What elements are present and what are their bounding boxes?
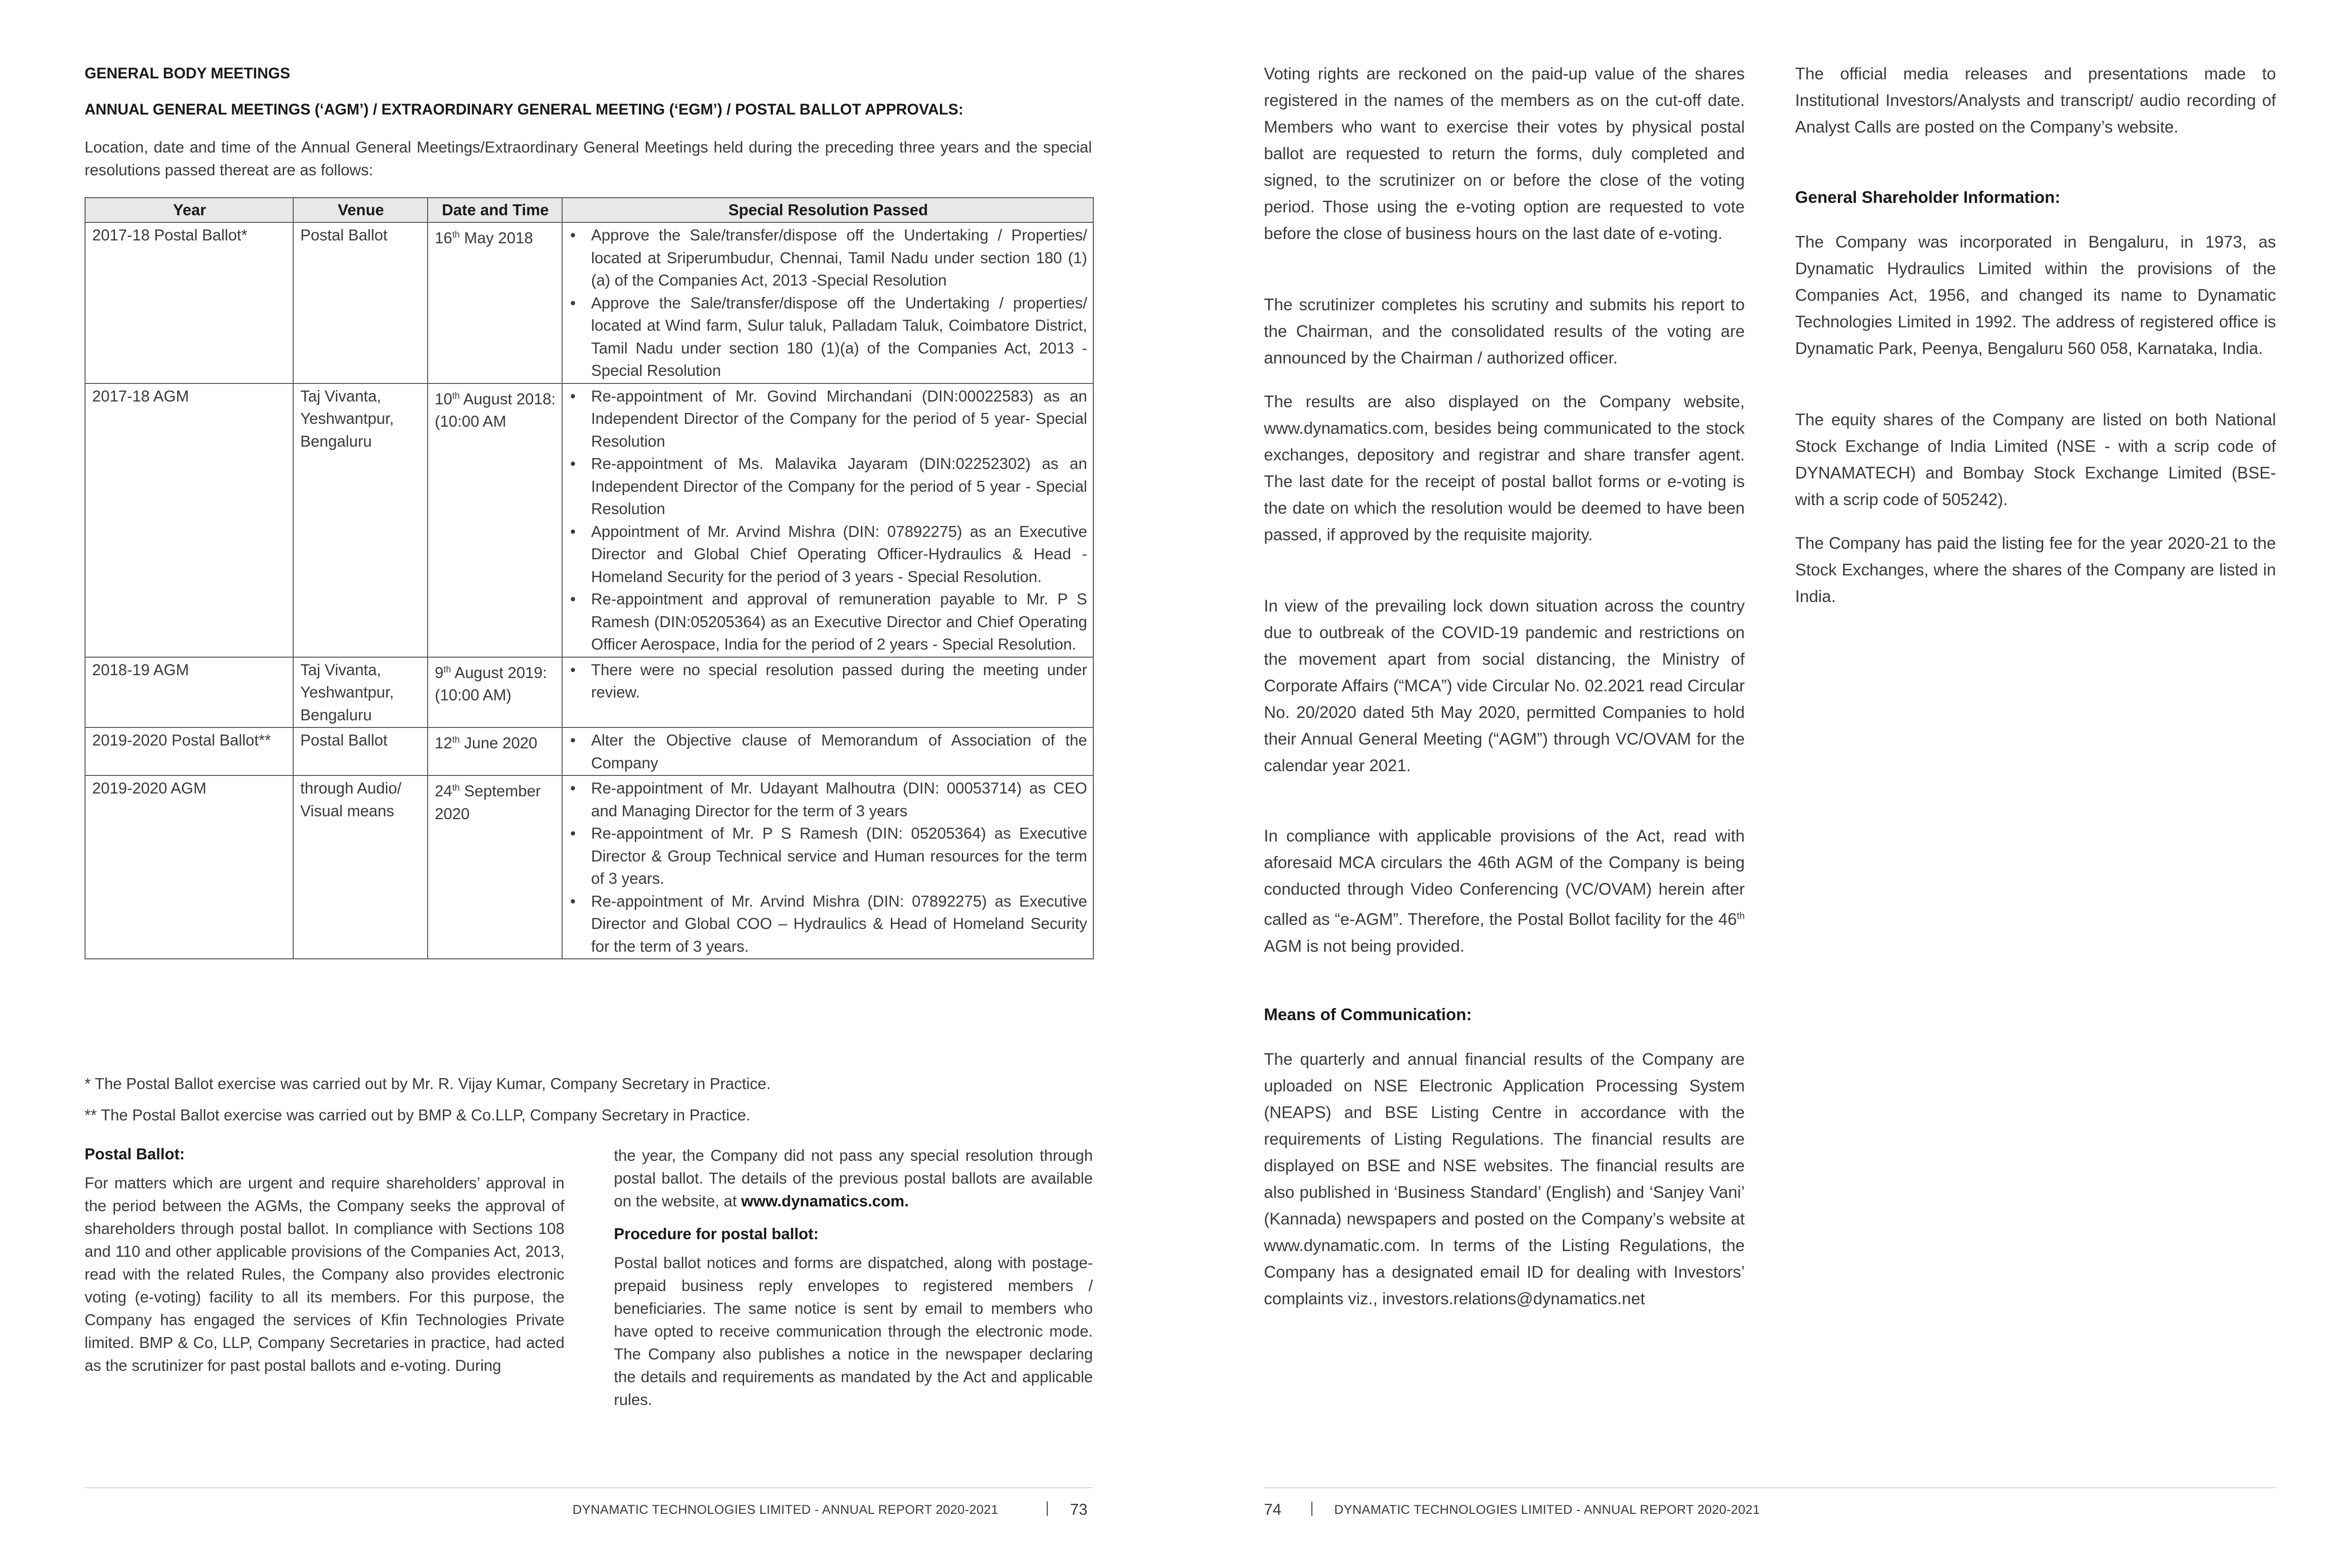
cell-resolutions — [562, 775, 1093, 959]
cell-year: 2017-18 Postal Ballot* — [85, 222, 293, 383]
cell-year: 2018-19 AGM — [85, 657, 293, 728]
date-day: 16 — [435, 229, 452, 247]
header-year: Year — [85, 198, 293, 222]
means-of-communication-heading: Means of Communication: — [1264, 1005, 1472, 1024]
footer-report-title: DYNAMATIC TECHNOLOGIES LIMITED - ANNUAL REPORT 2020-2021 — [573, 1502, 999, 1517]
date-day: 10 — [435, 390, 452, 408]
date-ordinal-suffix: th — [452, 783, 460, 793]
resolution-item: • Appointment of Mr. Arvind Mishra (DIN: 07892275) as an Executive Director and Global Chief Operating Officer-Hydraulics & Head - Homeland Security for the period of 3 years - Special Resolution. — [569, 520, 1087, 588]
date-rest: June 2020 — [459, 734, 537, 752]
voting-rights-paragraph: Voting rights are reckoned on the paid-up value of the shares registered in the names of the members as on the cut-off date. Members who want to exercise their votes by physical postal ballot are requested to return the forms, duly completed and signed, to the scrutinizer on or before the close of the voting period. Those using the e-voting option are requested to vote before the close of business hours on the last date of e-voting. — [1264, 65, 1745, 243]
cell-date-time — [428, 657, 562, 728]
date-rest: September 2020 — [435, 782, 541, 822]
resolution-list — [569, 385, 1087, 656]
results-paragraph: The results are also displayed on the Company website, www.dynamatics.com, besides being communicated to the stock exchanges, depository and registrar and share transfer agent. The last date for the receipt of postal ballot forms or e-voting is the date on which the resolution would be deemed to have been passed, if approved by the requisite majority. — [1264, 392, 1745, 544]
procedure-heading: Procedure for postal ballot: — [614, 1225, 819, 1243]
header-special-resolution: Special Resolution Passed — [562, 198, 1093, 222]
date-ordinal-suffix: th — [452, 735, 460, 745]
subsection-heading: ANNUAL GENERAL MEETINGS (‘AGM’) / EXTRAORDINARY GENERAL MEETING (‘EGM’) / POSTAL BALLOT APPROVALS: — [85, 101, 964, 118]
section-heading: GENERAL BODY MEETINGS — [85, 65, 290, 82]
compliance-paragraph — [1264, 823, 1745, 960]
postal-ballot-continued-text: the year, the Company did not pass any special resolution through postal ballot. The details of the previous postal ballots are available on the website, at — [614, 1147, 1093, 1210]
compliance-text-end: AGM is not being provided. — [1264, 937, 1465, 956]
resolution-item: • Alter the Objective clause of Memorandum of Association of the Company — [569, 729, 1087, 774]
resolution-item: • Re-appointment of Mr. Arvind Mishra (DIN: 07892275) as Executive Director and Global COO – Hydraulics & Head of Homeland Security for the term of 3 years. — [569, 890, 1087, 958]
cell-venue: through Audio/ Visual means — [293, 775, 428, 959]
scrutinizer-paragraph: The scrutinizer completes his scrutiny and submits his report to the Chairman, and the consolidated results of the voting are announced by the Chairman / authorized officer. — [1264, 296, 1745, 367]
table-row — [85, 383, 1093, 657]
postal-ballot-paragraph: For matters which are urgent and require shareholders’ approval in the period between the AGMs, the Company seeks the approval of shareholders through postal ballot. In compliance with Sections 108 and 110 and other applicable provisions of the Companies Act, 2013, read with the related Rules, the Company also provides electronic voting (e-voting) facility to all its members. For this purpose, the Company has engaged the services of Kfin Technologies Private limited. BMP & Co, LLP, Company Secretaries in practice, had acted as the scrutinizer for past postal ballots and e-voting. During — [85, 1174, 564, 1374]
cell-date-time — [428, 727, 562, 775]
compliance-superscript: th — [1737, 911, 1745, 921]
cell-year: 2017-18 AGM — [85, 383, 293, 657]
date-ordinal-suffix: th — [452, 230, 460, 240]
cell-date-time — [428, 383, 562, 657]
table-header-row — [85, 198, 1093, 222]
page-number-right: 74 — [1264, 1501, 1281, 1518]
date-rest: May 2018 — [459, 229, 533, 247]
table-row — [85, 657, 1093, 728]
intro-paragraph: Location, date and time of the Annual General Meetings/Extraordinary General Meetings held during the preceding three years and the special resolutions passed thereat are as follows: — [85, 138, 1092, 179]
resolution-item: • There were no special resolution passed during the meeting under review. — [569, 659, 1087, 704]
date-rest: August 2019: (10:00 AM) — [435, 663, 547, 704]
resolution-item: • Re-appointment of Mr. P S Ramesh (DIN: 05205364) as Executive Director & Group Technical service and Human resources for the term of 3 years. — [569, 822, 1087, 890]
cell-venue: Taj Vivanta, Yeshwantpur, Bengaluru — [293, 657, 428, 728]
footer-report-title-right: DYNAMATIC TECHNOLOGIES LIMITED - ANNUAL REPORT 2020-2021 — [1334, 1502, 1760, 1517]
resolution-item: • Re-appointment of Mr. Udayant Malhoutra (DIN: 00053714) as CEO and Managing Director for the term of 3 years — [569, 777, 1087, 822]
resolution-item: • Approve the Sale/transfer/dispose off the Undertaking / Properties/ located at Sriperumbudur, Chennai, Tamil Nadu under section 180 (1)(a) of the Companies Act, 2013 -Special Resolution — [569, 224, 1087, 292]
equity-listing-paragraph: The equity shares of the Company are listed on both National Stock Exchange of India Limited (NSE - with a scrip code of DYNAMATECH) and Bombay Stock Exchange Limited (BSE- with a scrip code of 505242). — [1795, 411, 2276, 509]
date-day: 12 — [435, 734, 452, 752]
listing-fee-paragraph: The Company has paid the listing fee for the year 2020-21 to the Stock Exchanges, where the shares of the Company are listed in India. — [1795, 534, 2276, 606]
footnote-postal-ballot-2: ** The Postal Ballot exercise was carried out by BMP & Co.LLP, Company Secretary in Practice. — [85, 1106, 751, 1124]
postal-ballot-continued — [614, 1144, 1093, 1213]
date-ordinal-suffix: th — [443, 664, 451, 675]
table-row — [85, 222, 1093, 383]
website-link[interactable]: www.dynamatics.com. — [741, 1192, 909, 1210]
date-ordinal-suffix: th — [452, 391, 460, 401]
resolution-list — [569, 777, 1087, 957]
incorporation-paragraph: The Company was incorporated in Bengaluru, in 1973, as Dynamatic Hydraulics Limited within the provisions of the Companies Act, 1956, and changed its name to Dynamatic Technologies Limited in 1992. The address of registered office is Dynamatic Park, Peenya, Bengaluru 560 058, Karnataka, India. — [1795, 233, 2276, 358]
resolution-list — [569, 659, 1087, 704]
footer-divider — [1047, 1501, 1048, 1516]
footer-divider-right — [1311, 1501, 1312, 1516]
cell-venue: Taj Vivanta, Yeshwantpur, Bengaluru — [293, 383, 428, 657]
resolution-item: • Approve the Sale/transfer/dispose off the Undertaking / properties/ located at Wind farm, Sulur taluk, Palladam Taluk, Coimbatore District, Tamil Nadu under section 180 (1)(a) of the Companies Act, 2013 -Special Resolution — [569, 292, 1087, 382]
resolution-item: • Re-appointment of Ms. Malavika Jayaram (DIN:02252302) as an Independent Director of the Company for the period of 5 year - Special Resolution — [569, 452, 1087, 520]
cell-resolutions — [562, 222, 1093, 383]
cell-resolutions — [562, 657, 1093, 728]
table-body — [85, 222, 1093, 959]
media-releases-paragraph: The official media releases and presentations made to Institutional Investors/Analysts and transcript/ audio recording of Analyst Calls are posted on the Company’s website. — [1795, 65, 2276, 136]
cell-venue: Postal Ballot — [293, 727, 428, 775]
footnote-postal-ballot-1: * The Postal Ballot exercise was carried out by Mr. R. Vijay Kumar, Company Secretary in Practice. — [85, 1075, 771, 1092]
agm-table — [85, 197, 1094, 959]
procedure-paragraph: Postal ballot notices and forms are dispatched, along with postage-prepaid business reply envelopes to registered members / beneficiaries. The same notice is sent by email to members who have opted to receive communication through the electronic mode. The Company also publishes a notice in the newspaper declaring the details and requirements as mandated by the Act and applicable rules. — [614, 1254, 1093, 1408]
compliance-text: In compliance with applicable provisions of the Act, read with aforesaid MCA circulars the 46th AGM of the Company is being conducted through Video Conferencing (VC/OVAM) herein after called as “e-AGM”. Therefore, the Postal Bollot facility for the 46 — [1264, 827, 1745, 929]
resolution-list — [569, 224, 1087, 382]
postal-ballot-heading: Postal Ballot: — [85, 1145, 185, 1163]
resolution-item: • Re-appointment of Mr. Govind Mirchandani (DIN:00022583) as an Independent Director of the Company for the period of 5 year- Special Resolution — [569, 385, 1087, 453]
resolution-list — [569, 729, 1087, 774]
header-date-time: Date and Time — [428, 198, 562, 222]
table-row — [85, 727, 1093, 775]
cell-year: 2019-2020 Postal Ballot** — [85, 727, 293, 775]
header-venue: Venue — [293, 198, 428, 222]
general-shareholder-info-heading: General Shareholder Information: — [1795, 188, 2061, 207]
cell-resolutions — [562, 727, 1093, 775]
lockdown-paragraph: In view of the prevailing lock down situation across the country due to outbreak of the COVID-19 pandemic and restrictions on the movement apart from social distancing, the Ministry of Corporate Affairs (“MCA”) vide Circular No. 02.2021 read Circular No. 20/2020 dated 5th May 2020, permitted Companies to hold their Annual General Meeting (“AGM”) through VC/OVAM for the calendar year 2021. — [1264, 597, 1745, 775]
cell-date-time — [428, 222, 562, 383]
date-day: 24 — [435, 782, 452, 800]
means-of-communication-paragraph: The quarterly and annual financial results of the Company are uploaded on NSE Electronic Application Processing System (NEAPS) and BSE Listing Centre in accordance with the requirements of Listing Regulations. The financial results are displayed on BSE and NSE websites. The financial results are also published in ‘Business Standard’ (English) and ‘Sanjey Vani’ (Kannada) newspapers and posted on the Company’s website at www.dynamatic.com. In terms of the Listing Regulations, the Company has a designated email ID for dealing with Investors’ complaints viz., investors.relations@dynamatics.net — [1264, 1050, 1745, 1308]
cell-venue: Postal Ballot — [293, 222, 428, 383]
resolution-item: • Re-appointment and approval of remuneration payable to Mr. P S Ramesh (DIN:05205364) as an Executive Director and Chief Operating Officer Aerospace, India for the period of 2 years - Special Resolution. — [569, 588, 1087, 656]
date-day: 9 — [435, 663, 444, 681]
cell-resolutions — [562, 383, 1093, 657]
date-rest: August 2018: (10:00 AM — [435, 390, 556, 430]
cell-year: 2019-2020 AGM — [85, 775, 293, 959]
table-row — [85, 775, 1093, 959]
footer-rule-right — [1264, 1487, 2276, 1488]
footer-rule — [85, 1487, 1093, 1488]
cell-date-time — [428, 775, 562, 959]
page-number: 73 — [1070, 1501, 1088, 1518]
